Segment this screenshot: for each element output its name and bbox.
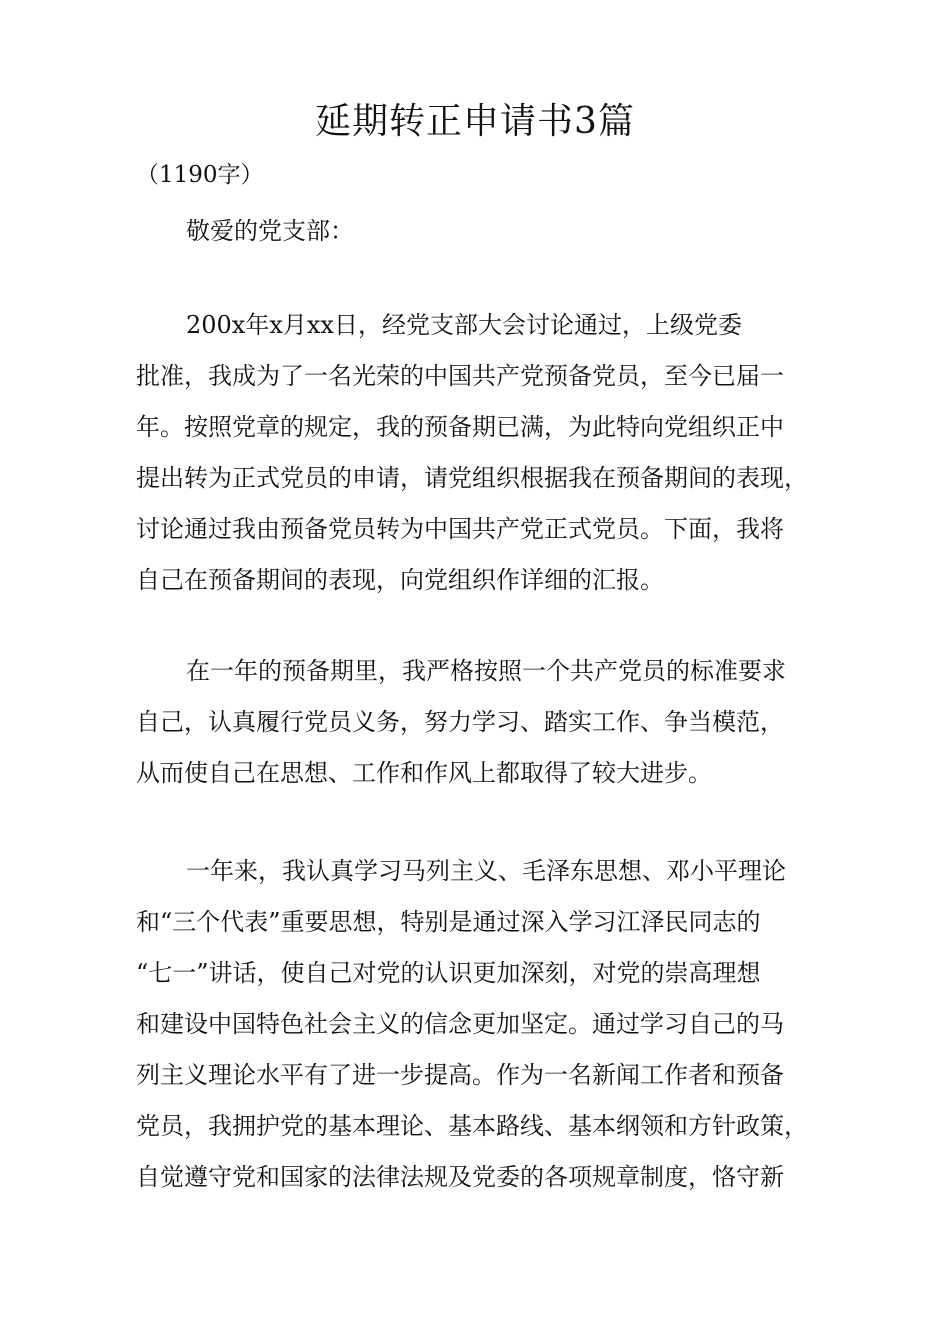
paragraph-line: 200x年x月xx日，经党支部大会讨论通过，上级党委 <box>186 311 742 339</box>
paragraph-line: 和“三个代表”重要思想，特别是通过深入学习江泽民同志的 <box>136 908 761 936</box>
paragraph-line: 自己在预备期间的表现，向党组织作详细的汇报。 <box>136 566 664 594</box>
paragraph-line: 和建设中国特色社会主义的信念更加坚定。通过学习自己的马 <box>136 1010 784 1038</box>
paragraph-line: 自觉遵守党和国家的法律法规及党委的各项规章制度，恪守新 <box>136 1163 784 1191</box>
paragraph-line: 提出转为正式党员的申请，请党组织根据我在预备期间的表现， <box>136 464 808 492</box>
paragraph-line: 年。按照党章的规定，我的预备期已满，为此特向党组织正中 <box>136 413 784 441</box>
paragraph-1 <box>136 300 836 606</box>
paragraph-line: 批准，我成为了一名光荣的中国共产党预备党员，至今已届一 <box>136 362 784 390</box>
salutation: 敬爱的党支部： <box>186 217 354 245</box>
paragraph-2 <box>136 646 836 799</box>
paragraph-line: 列主义理论水平有了进一步提高。作为一名新闻工作者和预备 <box>136 1061 784 1089</box>
paragraph-line: 在一年的预备期里，我严格按照一个共产党员的标准要求 <box>186 657 786 685</box>
paragraph-3 <box>136 846 836 1203</box>
word-count: （1190字） <box>136 162 264 188</box>
paragraph-line: 一年来，我认真学习马列主义、毛泽东思想、邓小平理论 <box>186 857 786 885</box>
paragraph-line: 自己，认真履行党员义务，努力学习、踏实工作、争当模范， <box>136 708 784 736</box>
paragraph-line: 从而使自己在思想、工作和作风上都取得了较大进步。 <box>136 759 712 787</box>
document-title: 延期转正申请书3篇 <box>315 101 635 142</box>
paragraph-line: 党员，我拥护党的基本理论、基本路线、基本纲领和方针政策， <box>136 1112 808 1140</box>
paragraph-line: “七一”讲话，使自己对党的认识更加深刻，对党的崇高理想 <box>136 959 761 987</box>
salutation-block <box>136 206 836 257</box>
paragraph-line: 讨论通过我由预备党员转为中国共产党正式党员。下面，我将 <box>136 515 784 543</box>
